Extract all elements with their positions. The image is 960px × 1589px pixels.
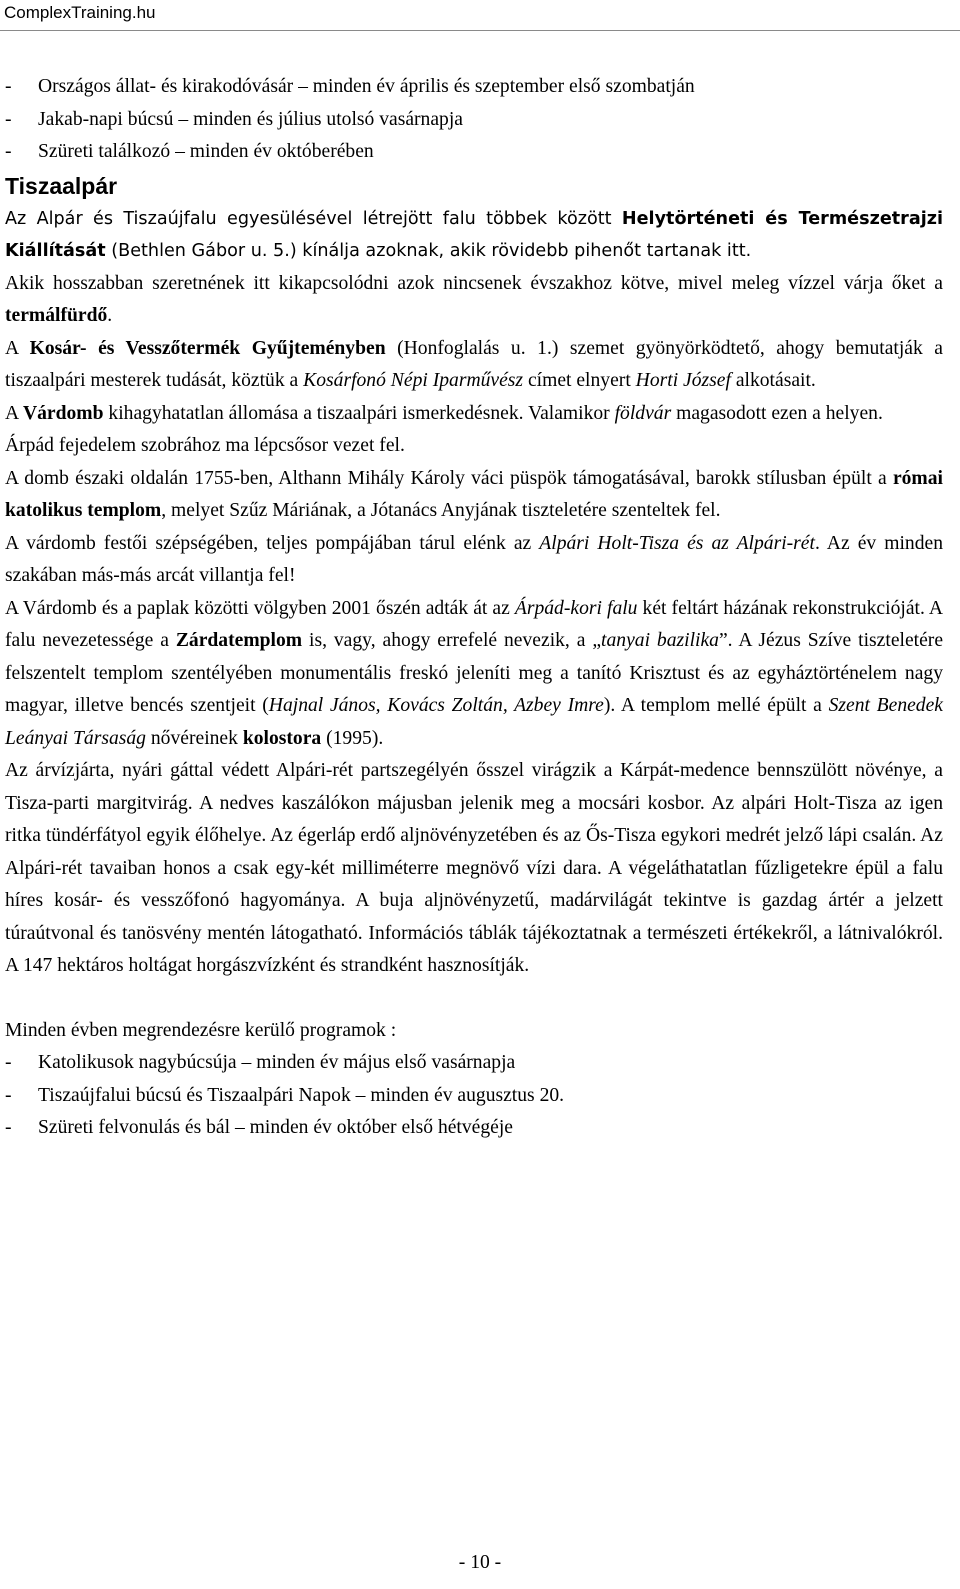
section-heading: Tiszaalpár xyxy=(5,172,118,199)
list-dash: - xyxy=(5,141,12,162)
paragraph-thermal-bath: Akik hosszabban szeretnének itt kikapcsolódni azok nincsenek évszakhoz kötve, mivel meleg vízzel várja őket a termálfürdő. xyxy=(5,272,943,326)
paragraph-basket-collection: A Kosár- és Vesszőtermék Gyűjteményben (Honfoglalás u. 1.) szemet gyönyörködtető, ahogy bemutatják a tiszaalpári mesterek tudását, köztük a Kosárfonó Népi Iparművész címet elnyert Horti József alkotásait. xyxy=(5,337,943,391)
page-number: - 10 - xyxy=(458,1552,502,1573)
page-header xyxy=(0,0,960,31)
list-dash: - xyxy=(5,1117,12,1138)
paragraph-church: A domb északi oldalán 1755-ben, Althann Mihály Károly váci püspök támogatásával, barokk stílusban épült a római katolikus templom, melyet Szűz Máriának, a Jótanács Anyjának tiszteletére szenteltek fel. xyxy=(5,467,943,521)
list-dash: - xyxy=(5,108,12,130)
paragraph-arpad-village: A Várdomb és a paplak közötti völgyben 2001 őszén adták át az Árpád-kori falu két feltárt házának rekonstrukcióját. A falu nevezetessége a Zárdatemplom is, vagy, ahogy errefelé nevezik, a „tanyai bazilika”. A Jézus Szíve tiszteletére felszentelt templom szentélyében monumentális freskó jeleníti meg a tanító Krisztust és az egyháztörténelem nagy magyar, illetve bencés szentjeit (Hajnal János, Kovács Zoltán, Azbey Imre). A templom mellé épült a Szent Benedek Leányai Társaság nővéreinek kolostora (1995). xyxy=(5,597,944,749)
list-item: - Szüreti felvonulás és bál – minden év október első hétvégéje xyxy=(5,1112,943,1145)
list-item: - Katolikusok nagybúcsúja – minden év május első vasárnapja xyxy=(5,1047,943,1080)
paragraph-museum: Az Alpár és Tiszaújfalu egyesülésével létrejött falu többek között Helytörténeti és Természetrajzi Kiállítását (Bethlen Gábor u. 5.) kínálja azoknak, akik rövidebb pihenőt tartanak itt. xyxy=(5,208,944,261)
paragraph-nature: Az árvízjárta, nyári gáttal védett Alpári-rét partszegélyén ősszel virágzik a Kárpát-medence bennszülött növénye, a Tisza-parti margitvirág. A nedves kaszálókon májusban jelenik meg a mocsári kosbor. Az alpári Holt-Tisza az igen ritka tündérfátyol egyik élőhelye. Az égerláp erdő aljnövényzetében és az Ős-Tisza egykori medrét jelző lápi csalán. Az Alpári-rét tavaiban honos a csak egy-két milliméterre megnövő vízi dara. A végeláthatatlan fűzligetekre épül a falu híres kosár- és vesszőfonó hagyománya. A buja aljnövényzetű, madárvilágát tekintve is gazdag ártér a jelzett túraútvonal és tanösvény mentén látogatható. Információs táblák tájékoztatnak a természeti értékekről, a látnivalókról. A 147 hektáros holtágat horgászvízként és strandként hasznosítják. xyxy=(5,760,943,976)
list-item: - Tiszaújfalui búcsú és Tiszaalpári Napok – minden év augusztus 20. xyxy=(5,1080,943,1113)
bottom-program-list xyxy=(5,1047,943,1145)
list-dash: - xyxy=(5,1052,12,1073)
list-item: - Jakab-napi búcsú – minden és július utolsó vasárnapja xyxy=(5,104,943,137)
list-dash: - xyxy=(5,1084,12,1106)
list-dash: - xyxy=(5,76,12,97)
programs-intro: Minden évben megrendezésre kerülő programok : xyxy=(5,1019,397,1041)
paragraph-vardomb: A Várdomb kihagyhatatlan állomása a tiszaalpári ismerkedésnek. Valamikor földvár magasodott ezen a helyen. xyxy=(5,402,883,424)
document-body xyxy=(5,71,943,1145)
list-item: - Szüreti találkozó – minden év októberében xyxy=(5,136,943,169)
paragraph-holt-tisza: A várdomb festői szépségében, teljes pompájában tárul elénk az Alpári Holt-Tisza és az Alpári-rét. Az év minden szakában más-más arcát villantja fel! xyxy=(5,532,944,586)
paragraph-statue: Árpád fejedelem szobrához ma lépcsősor vezet fel. xyxy=(5,435,405,456)
site-name: ComplexTraining.hu xyxy=(4,3,156,22)
top-event-list xyxy=(5,71,943,169)
spacer xyxy=(5,983,943,1015)
list-item: - Országos állat- és kirakodóvásár – minden év április és szeptember első szombatján xyxy=(5,71,943,104)
